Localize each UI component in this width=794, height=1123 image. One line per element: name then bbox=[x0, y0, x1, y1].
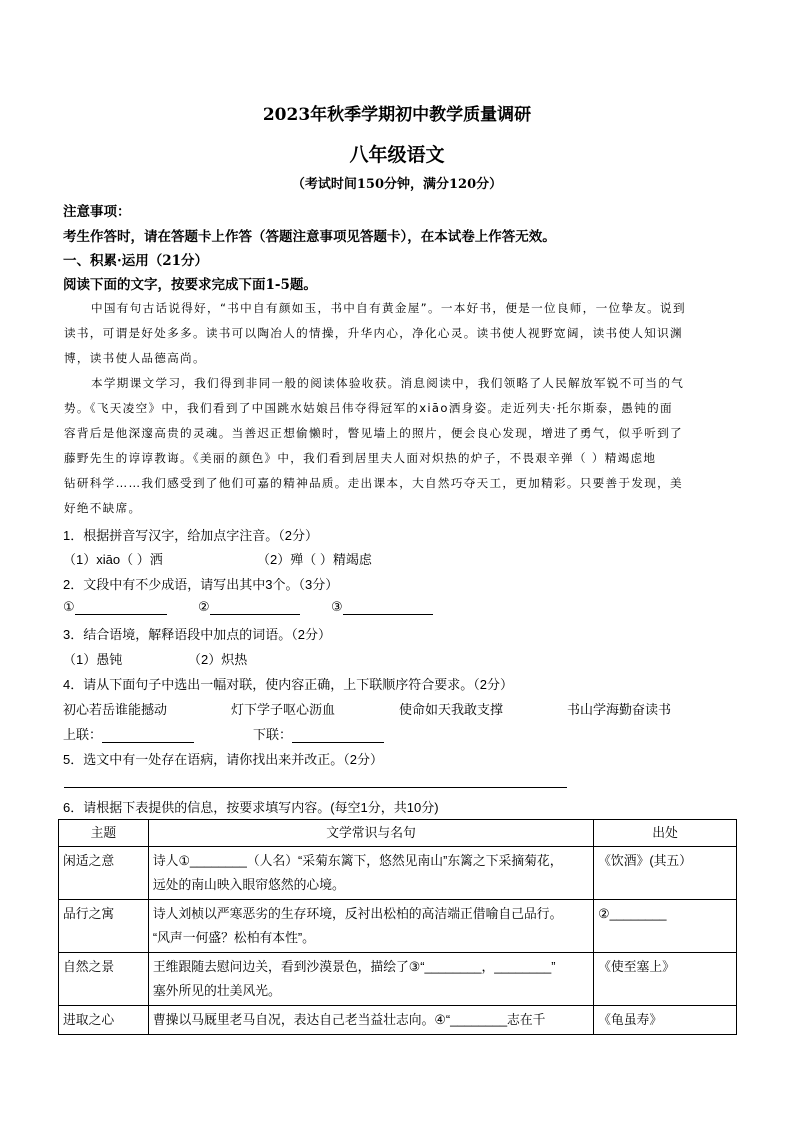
answer-blank[interactable] bbox=[102, 728, 194, 743]
couplet-option: 灯下学子呕心沥血 bbox=[231, 702, 336, 717]
answer-mark: ③ bbox=[331, 599, 343, 614]
table-row bbox=[59, 900, 737, 953]
question-3-part-a: （1）愚钝 bbox=[63, 652, 123, 667]
row-theme: 闲适之意 bbox=[59, 847, 149, 900]
table-row bbox=[59, 847, 737, 900]
idiom-answer-2[interactable] bbox=[198, 599, 300, 615]
question-6: 6．请根据下表提供的信息，按要求填写内容。(每空1分，共10分) bbox=[63, 800, 439, 815]
answer-blank[interactable] bbox=[292, 728, 384, 743]
idiom-answer-1[interactable] bbox=[63, 599, 167, 615]
passage-line: 好绝不缺席。 bbox=[64, 501, 142, 515]
answer-blank[interactable] bbox=[210, 600, 300, 615]
couplet-option: 初心若岳谁能撼动 bbox=[63, 702, 168, 717]
content-line: 诗人①________（人名）“采菊东篱下，悠然见南山”东篱之下采摘菊花， bbox=[152, 853, 563, 868]
lower-label: 下联： bbox=[253, 727, 293, 742]
question-1-part-b: （2）殚（ ）精竭虑 bbox=[257, 552, 372, 567]
couplet-option: 使命如天我敢支撑 bbox=[399, 702, 504, 717]
section-heading: 一、积累·运用（21分） bbox=[63, 253, 208, 269]
content-line[interactable]: 王维跟随去慰问边关，看到沙漠景色，描绘了③“________，________” bbox=[152, 959, 556, 974]
question-3: 3．结合语境，解释语段中加点的词语。（2分） bbox=[63, 627, 331, 642]
row-theme: 品行之寓 bbox=[59, 900, 149, 953]
upper-couplet-answer[interactable] bbox=[63, 724, 194, 743]
answer-line[interactable] bbox=[64, 787, 567, 788]
content-line: “风声一何盛？松柏有本性”。 bbox=[152, 930, 315, 945]
couplet-option: 书山学海勤奋读书 bbox=[567, 702, 672, 717]
question-4: 4．请从下面句子中选出一幅对联，使内容正确，上下联顺序符合要求。（2分） bbox=[63, 677, 513, 692]
passage-line: 钻研科学……我们感受到了他们可嘉的精神品质。走出课本，大自然巧夺天工，更加精彩。只要善于发现，美 bbox=[64, 476, 683, 490]
passage-line: 藤野先生的谆谆教诲。《美丽的颜色》中，我们看到居里夫人面对炽热的炉子，不畏艰辛弹（ ）精竭虑地 bbox=[64, 451, 657, 465]
content-line: 远处的南山映入眼帘悠然的心境。 bbox=[152, 877, 345, 892]
header-source: 出处 bbox=[594, 820, 737, 847]
table-header-row bbox=[59, 820, 737, 847]
table-row bbox=[59, 953, 737, 1006]
notice-heading: 注意事项： bbox=[63, 204, 131, 220]
idiom-answer-3[interactable] bbox=[331, 599, 433, 615]
table-row bbox=[59, 1006, 737, 1035]
question-1: 1．根据拼音写汉字，给加点字注音。（2分） bbox=[63, 528, 318, 543]
exam-title: 2023年秋季学期初中教学质量调研 bbox=[262, 105, 532, 125]
row-source: 《龟虽寿》 bbox=[594, 1006, 737, 1035]
question-5: 5．选文中有一处存在语病，请你找出来并改正。（2分） bbox=[63, 752, 383, 767]
content-line: 塞外所见的壮美风光。 bbox=[152, 983, 281, 998]
answer-blank[interactable] bbox=[343, 600, 433, 615]
answer-blank[interactable] bbox=[75, 600, 167, 615]
passage-line: 中国有句古话说得好，“书中自有颜如玉，书中自有黄金屋”。一本好书，便是一位良师，一位挚友。说到 bbox=[91, 301, 686, 315]
content-line: 诗人刘桢以严寒恶劣的生存环境，反衬出松柏的高洁端正借喻自己品行。 bbox=[152, 906, 563, 921]
row-source: 《使至塞上》 bbox=[594, 953, 737, 1006]
passage-line: 容背后是他深邃高贵的灵魂。当善迟正想偷懒时，瞥见墙上的照片，便会良心发现，增进了勇气，似乎听到了 bbox=[64, 426, 683, 440]
row-theme: 自然之景 bbox=[59, 953, 149, 1006]
header-content: 文学常识与名句 bbox=[148, 820, 593, 847]
row-content bbox=[148, 953, 593, 1006]
literature-table bbox=[58, 819, 737, 1035]
section-instruction: 阅读下面的文字，按要求完成下面1-5题。 bbox=[63, 277, 317, 293]
exam-info: （考试时间150分钟，满分120分） bbox=[291, 177, 503, 192]
subject-title: 八年级语文 bbox=[349, 144, 445, 166]
passage-line: 博，读书使人品德高尚。 bbox=[64, 351, 206, 365]
question-1-part-a: （1）xiāo（ ）洒 bbox=[63, 552, 163, 567]
notice-text: 考生作答时，请在答题卡上作答（答题注意事项见答题卡），在本试卷上作答无效。 bbox=[63, 229, 556, 245]
row-source: 《饮酒》(其五） bbox=[594, 847, 737, 900]
row-source[interactable]: ②________ bbox=[594, 900, 737, 953]
passage-line: 本学期课文学习，我们得到非同一般的阅读体验收获。消息阅读中，我们领略了人民解放军锐不可当的气 bbox=[91, 376, 685, 390]
question-2: 2．文段中有不少成语，请写出其中3个。（3分） bbox=[63, 577, 339, 592]
row-content bbox=[148, 847, 593, 900]
question-3-part-b: （2）炽热 bbox=[188, 652, 248, 667]
answer-mark: ② bbox=[198, 599, 210, 614]
header-theme: 主题 bbox=[59, 820, 149, 847]
row-content bbox=[148, 900, 593, 953]
passage-line: 读书，可谓是好处多多。读书可以陶冶人的情操，升华内心，净化心灵。读书使人视野宽阔，读书使人知识渊 bbox=[64, 326, 683, 340]
upper-label: 上联： bbox=[63, 727, 103, 742]
content-line[interactable]: 曹操以马厩里老马自况，表达自己老当益壮志向。④“________志在千 bbox=[152, 1012, 546, 1027]
row-theme: 进取之心 bbox=[59, 1006, 149, 1035]
answer-mark: ① bbox=[63, 599, 75, 614]
row-content bbox=[148, 1006, 593, 1035]
passage-line: 势。《飞天凌空》中，我们看到了中国跳水姑娘吕伟夺得冠军的xiāo洒身姿。走近列夫·托尔斯泰，愚钝的面 bbox=[64, 401, 673, 415]
lower-couplet-answer[interactable] bbox=[253, 724, 384, 743]
